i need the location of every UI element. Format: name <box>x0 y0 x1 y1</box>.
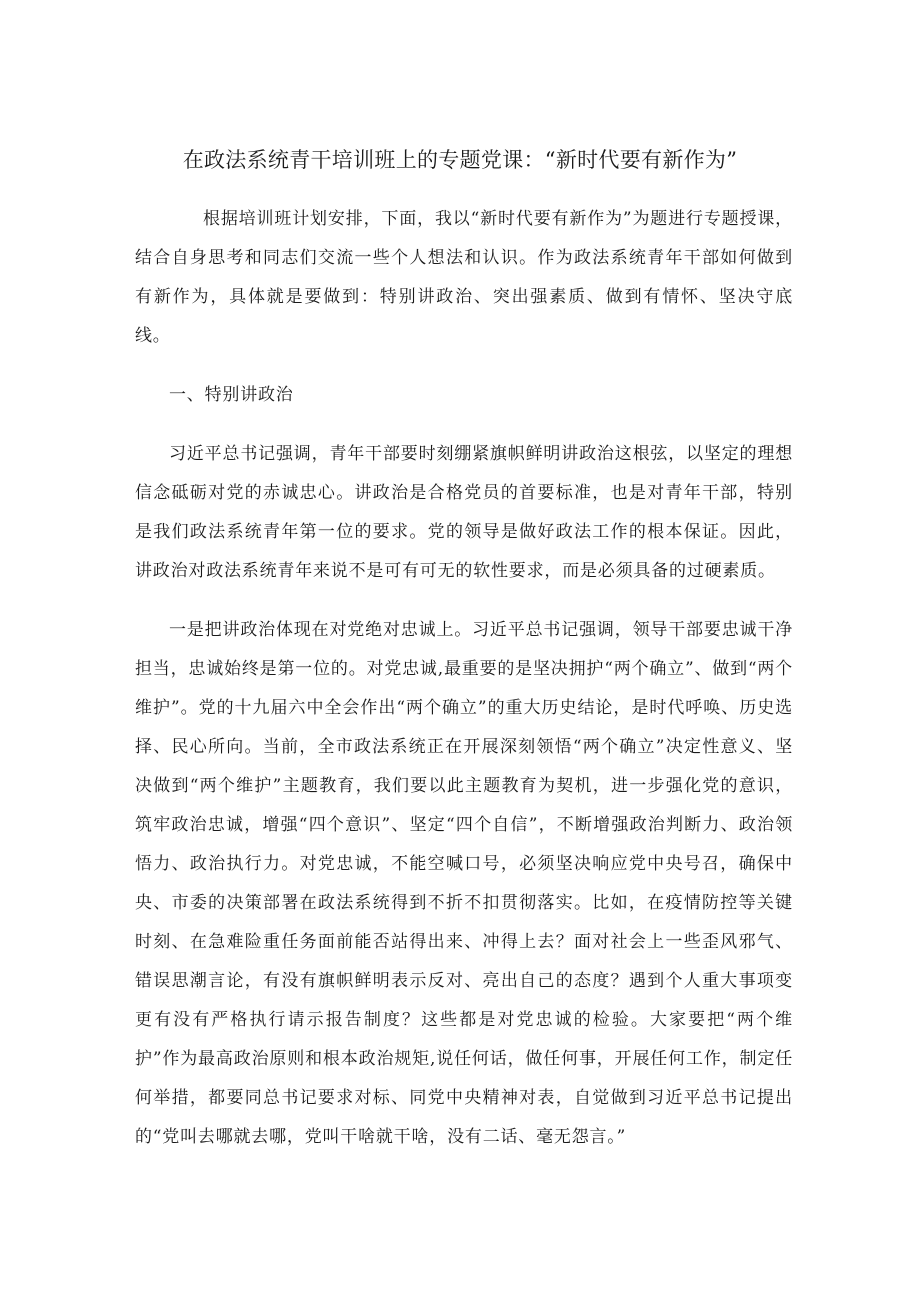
document-body <box>135 200 793 1177</box>
document-title: 在政法系统青干培训班上的专题党课：“新时代要有新作为” <box>182 148 738 172</box>
section-heading: 一、特别讲政治 <box>169 385 294 405</box>
body-paragraph: 习近平总书记强调，青年干部要时刻绷紧旗帜鲜明讲政治这根弦，以坚定的理想信念砥砺对党的赤诚忠心。讲政治是合格党员的首要标准，也是对青年干部，特别是我们政法系统青年第一位的要求。党的领导是做好政法工作的根本保证。因此，讲政治对政法系统青年来说不是可有可无的软性要求，而是必须具备的过硬素质。 <box>135 444 793 581</box>
intro-paragraph: 根据培训班计划安排，下面，我以“新时代要有新作为”为题进行专题授课，结合自身思考和同志们交流一些个人想法和认识。作为政法系统青年干部如何做到有新作为，具体就是要做到：特别讲政治、突出强素质、做到有情怀、坚决守底线。 <box>135 209 793 346</box>
body-paragraph: 一是把讲政治体现在对党绝对忠诚上。习近平总书记强调，领导干部要忠诚干净担当，忠诚始终是第一位的。对党忠诚,最重要的是坚决拥护“两个确立”、做到“两个维护”。党的十九届六中全会作出“两个确立”的重大历史结论，是时代呼唤、历史选择、民心所向。当前，全市政法系统正在开展深刻领悟“两个确立”决定性意义、坚决做到“两个维护”主题教育，我们要以此主题教育为契机，进一步强化党的意识，筑牢政治忠诚，增强“四个意识”、坚定“四个自信”，不断增强政治判断力、政治领悟力、政治执行力。对党忠诚，不能空喊口号，必须坚决响应党中央号召，确保中央、市委的决策部署在政法系统得到不折不扣贯彻落实。比如，在疫情防控等关键时刻、在急难险重任务面前能否站得出来、冲得上去？面对社会上一些歪风邪气、错误思潮言论，有没有旗帜鲜明表示反对、亮出自己的态度？遇到个人重大事项变更有没有严格执行请示报告制度？这些都是对党忠诚的检验。大家要把“两个维护”作为最高政治原则和根本政治规矩,说任何话，做任何事，开展任何工作，制定任何举措，都要同总书记要求对标、同党中央精神对表，自觉做到习近平总书记提出的“党叫去哪就去哪，党叫干啥就干啥，没有二话、毫无怨言。” <box>135 620 793 1147</box>
